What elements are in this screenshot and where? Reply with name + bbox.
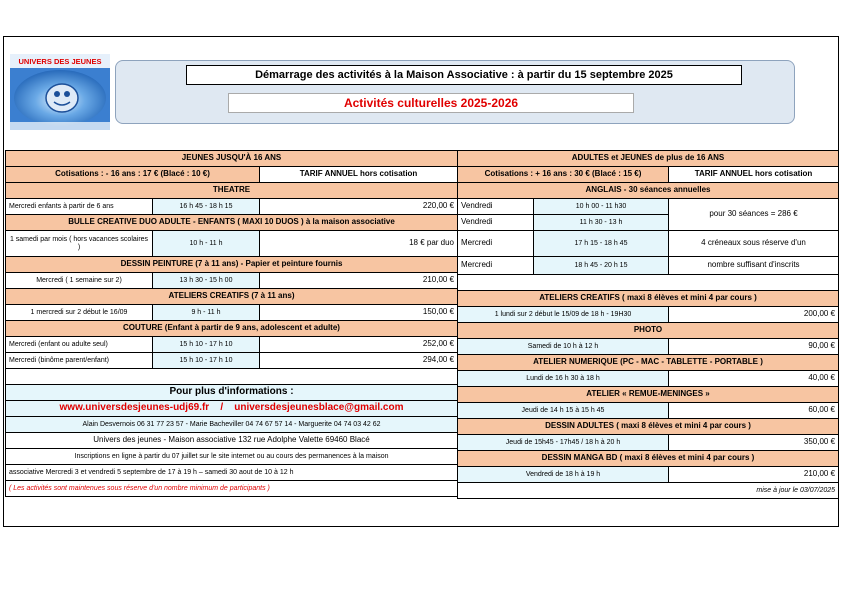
manga-title: DESSIN MANGA BD ( maxi 8 élèves et mini 4 par cours ) [458,451,839,467]
dessin-who: Mercredi ( 1 semaine sur 2) [6,273,153,289]
theatre-title: THEATRE [6,183,458,199]
adult-cotisation: Cotisations : + 16 ans : 30 € (Blacé : 15 €) [458,167,669,183]
adult-heading: ADULTES et JEUNES de plus de 16 ANS [458,151,839,167]
theatre-price: 220,00 € [260,199,458,215]
couture-time: 15 h 10 - 17 h 10 [153,353,260,369]
ateliers-adult-title: ATELIERS CREATIFS ( maxi 8 élèves et mini 4 par cours ) [458,291,839,307]
dessin-adult-price: 350,00 € [669,435,839,451]
website-link[interactable]: www.universdesjeunes-udj69.fr [59,402,210,414]
bulle-title: BULLE CREATIVE DUO ADULTE - ENFANTS ( MAXI 10 DUOS ) à la maison associative [6,215,458,231]
address: Univers des jeunes - Maison associative 132 rue Adolphe Valette 69460 Blacé [6,433,458,449]
inscription-line-1: Inscriptions en ligne à partir du 07 juillet sur le site internet ou au cours des permanences à la maison [6,449,458,465]
manga-price: 210,00 € [669,467,839,483]
numerique-when: Lundi de 16 h 30 à 18 h [458,371,669,387]
bulle-time: 10 h - 11 h [153,231,260,257]
anglais-day: Mercredi [458,257,534,275]
numerique-title: ATELIER NUMERIQUE (PC - MAC - TABLETTE - PORTABLE ) [458,355,839,371]
remue-when: Jeudi de 14 h 15 à 15 h 45 [458,403,669,419]
ateliers-time: 9 h - 11 h [153,305,260,321]
anglais-time: 10 h 00 - 11 h30 [534,199,669,215]
ateliers-title: ATELIERS CREATIFS (7 à 11 ans) [6,289,458,305]
dessin-adult-title: DESSIN ADULTES ( maxi 8 élèves et mini 4 par cours ) [458,419,839,435]
ateliers-who: 1 mercredi sur 2 début le 16/09 [6,305,153,321]
ateliers-adult-price: 200,00 € [669,307,839,323]
anglais-time: 18 h 45 - 20 h 15 [534,257,669,275]
photo-title: PHOTO [458,323,839,339]
dessin-time: 13 h 30 - 15 h 00 [153,273,260,289]
dessin-adult-when: Jeudi de 15h45 - 17h45 / 18 h à 20 h [458,435,669,451]
youth-table [5,150,458,497]
ateliers-adult-when: 1 lundi sur 2 début le 15/09 de 18 h - 19H30 [458,307,669,323]
anglais-price: pour 30 séances = 286 € [669,199,839,231]
anglais-day: Vendredi [458,199,534,215]
anglais-note-2: nombre suffisant d'inscrits [669,257,839,275]
youth-heading: JEUNES JUSQU'À 16 ANS [6,151,458,167]
spacer-row [6,369,458,385]
couture-title: COUTURE (Enfant à partir de 9 ans, adolescent et adulte) [6,321,458,337]
anglais-time: 11 h 30 - 13 h [534,215,669,231]
bulle-price: 18 € par duo [260,231,458,257]
remue-title: ATELIER « REMUE-MENINGES » [458,387,839,403]
dessin-price: 210,00 € [260,273,458,289]
spacer-row [458,275,839,291]
anglais-day: Vendredi [458,215,534,231]
bulle-who: 1 samedi par mois ( hors vacances scolaires ) [6,231,153,257]
couture-time: 15 h 10 - 17 h 10 [153,337,260,353]
link-separator: / [220,402,224,414]
updated-note: mise à jour le 03/07/2025 [458,483,839,499]
couture-who: Mercredi (enfant ou adulte seul) [6,337,153,353]
adult-table [457,150,839,499]
univers-des-jeunes-logo [10,54,110,130]
couture-price: 252,00 € [260,337,458,353]
page-title: Démarrage des activités à la Maison Associative : à partir du 15 septembre 2025 [186,65,742,85]
page-subtitle: Activités culturelles 2025-2026 [228,93,634,113]
remue-price: 60,00 € [669,403,839,419]
theatre-who: Mercredi enfants à partir de 6 ans [6,199,153,215]
ateliers-price: 150,00 € [260,305,458,321]
youth-tarif: TARIF ANNUEL hors cotisation [260,167,458,183]
adult-tarif: TARIF ANNUEL hors cotisation [669,167,839,183]
dessin-title: DESSIN PEINTURE (7 à 11 ans) - Papier et peinture fournis [6,257,458,273]
logo-text: UNIVERS DES JEUNES [18,57,102,66]
anglais-day: Mercredi [458,231,534,257]
photo-price: 90,00 € [669,339,839,355]
anglais-time: 17 h 15 - 18 h 45 [534,231,669,257]
contacts: Alain Desvernois 06 31 77 23 57 - Marie Bacheviller 04 74 67 57 14 - Marguerite 04 74 03 42 62 [6,417,458,433]
anglais-title: ANGLAIS - 30 séances annuelles [458,183,839,199]
photo-when: Samedi de 10 h à 12 h [458,339,669,355]
inscription-line-2: associative Mercredi 3 et vendredi 5 septembre de 17 à 19 h – samedi 30 aout de 10 à 12 h [6,465,458,481]
youth-cotisation: Cotisations : - 16 ans : 17 € (Blacé : 10 €) [6,167,260,183]
couture-who: Mercredi (binôme parent/enfant) [6,353,153,369]
anglais-note-1: 4 créneaux sous réserve d'un [669,231,839,257]
numerique-price: 40,00 € [669,371,839,387]
manga-when: Vendredi de 18 h à 19 h [458,467,669,483]
disclaimer-note: ( Les activités sont maintenues sous réserve d'un nombre minimum de participants ) [6,481,458,497]
theatre-time: 16 h 45 - 18 h 15 [153,199,260,215]
info-title: Pour plus d'informations : [6,385,458,401]
email-link[interactable]: universdesjeunesblace@gmail.com [234,402,404,414]
couture-price: 294,00 € [260,353,458,369]
